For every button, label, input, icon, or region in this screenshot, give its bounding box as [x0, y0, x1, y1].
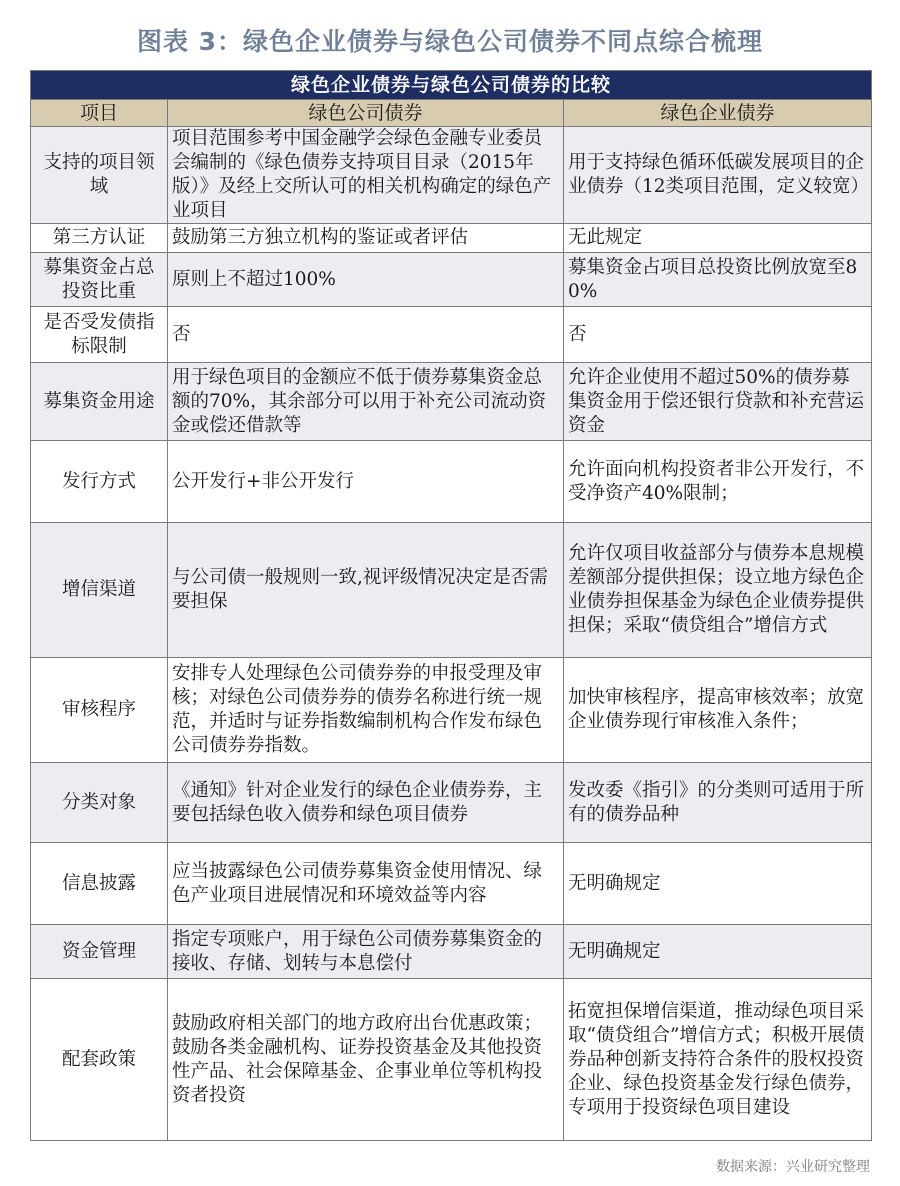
row-item: 募集资金用途: [31, 363, 168, 441]
table-header-row: [31, 100, 872, 127]
row-item: 资金管理: [31, 925, 168, 979]
row-corporate: 公开发行+非公开发行: [168, 441, 564, 523]
row-corporate: 应当披露绿色公司债券募集资金使用情况、绿色产业项目进展情况和环境效益等内容: [168, 843, 564, 925]
row-item: 分类对象: [31, 763, 168, 843]
row-enterprise: 允许面向机构投资者非公开发行，不受净资产40%限制；: [564, 441, 872, 523]
table-banner-row: [31, 71, 872, 100]
row-enterprise: 无此规定: [564, 224, 872, 253]
row-corporate: 安排专人处理绿色公司债券券的申报受理及审核；对绿色公司债券券的债券名称进行统一规范，并适时与证券指数编制机构合作发布绿色公司债券券指数。: [168, 658, 564, 763]
row-item: 增信渠道: [31, 523, 168, 658]
row-corporate: 指定专项账户，用于绿色公司债券募集资金的接收、存储、划转与本息偿付: [168, 925, 564, 979]
header-item: 项目: [31, 100, 168, 127]
row-enterprise: 用于支持绿色循环低碳发展项目的企业债券（12类项目范围，定义较宽）: [564, 127, 872, 224]
row-item: 审核程序: [31, 658, 168, 763]
table-row: [31, 441, 872, 523]
source-note: 数据来源：兴业研究整理: [716, 1159, 870, 1175]
row-enterprise: 无明确规定: [564, 925, 872, 979]
row-item: 信息披露: [31, 843, 168, 925]
row-corporate: 用于绿色项目的金额应不低于债券募集资金总额的70%，其余部分可以用于补充公司流动资金或偿还借款等: [168, 363, 564, 441]
row-item: 发行方式: [31, 441, 168, 523]
row-corporate: 原则上不超过100%: [168, 253, 564, 307]
table-row: [31, 925, 872, 979]
table-row: [31, 253, 872, 307]
figure-title: 图表 3：绿色企业债券与绿色公司债券不同点综合梳理: [136, 27, 764, 56]
row-item: 第三方认证: [31, 224, 168, 253]
row-enterprise: 否: [564, 307, 872, 363]
comparison-table: [30, 70, 872, 1141]
row-enterprise: 无明确规定: [564, 843, 872, 925]
row-item: 支持的项目领域: [31, 127, 168, 224]
table-row: [31, 523, 872, 658]
table-row: [31, 363, 872, 441]
table-row: [31, 658, 872, 763]
table-banner: 绿色企业债券与绿色公司债券的比较: [31, 71, 872, 100]
table-row: [31, 843, 872, 925]
header-green-enterprise-bond: 绿色企业债券: [564, 100, 872, 127]
row-corporate: 《通知》针对企业发行的绿色企业债券券，主要包括绿色收入债券和绿色项目债券: [168, 763, 564, 843]
row-enterprise: 允许企业使用不超过50%的债券募集资金用于偿还银行贷款和补充营运资金: [564, 363, 872, 441]
table-row: [31, 224, 872, 253]
row-corporate: 与公司债一般规则一致,视评级情况决定是否需要担保: [168, 523, 564, 658]
row-corporate: 鼓励第三方独立机构的鉴证或者评估: [168, 224, 564, 253]
row-item: 是否受发债指标限制: [31, 307, 168, 363]
row-corporate: 否: [168, 307, 564, 363]
row-enterprise: 发改委《指引》的分类则可适用于所有的债券品种: [564, 763, 872, 843]
row-enterprise: 募集资金占项目总投资比例放宽至80%: [564, 253, 872, 307]
row-item: 募集资金占总投资比重: [31, 253, 168, 307]
table-row: [31, 979, 872, 1141]
table-row: [31, 127, 872, 224]
row-item: 配套政策: [31, 979, 168, 1141]
row-corporate: 鼓励政府相关部门的地方政府出台优惠政策；鼓励各类金融机构、证券投资基金及其他投资性产品、社会保障基金、企事业单位等机构投资者投资: [168, 979, 564, 1141]
row-enterprise: 加快审核程序，提高审核效率；放宽企业债券现行审核准入条件；: [564, 658, 872, 763]
table-row: [31, 763, 872, 843]
row-enterprise: 允许仅项目收益部分与债券本息规模差额部分提供担保；设立地方绿色企业债券担保基金为绿色企业债券提供担保；采取“债贷组合”增信方式: [564, 523, 872, 658]
table-row: [31, 307, 872, 363]
row-enterprise: 拓宽担保增信渠道，推动绿色项目采取“债贷组合”增信方式；积极开展债券品种创新支持符合条件的股权投资企业、绿色投资基金发行绿色债券，专项用于投资绿色项目建设: [564, 979, 872, 1141]
header-green-corporate-bond: 绿色公司债券: [168, 100, 564, 127]
row-corporate: 项目范围参考中国金融学会绿色金融专业委员会编制的《绿色债券支持项目目录（2015年版）》及经上交所认可的相关机构确定的绿色产业项目: [168, 127, 564, 224]
